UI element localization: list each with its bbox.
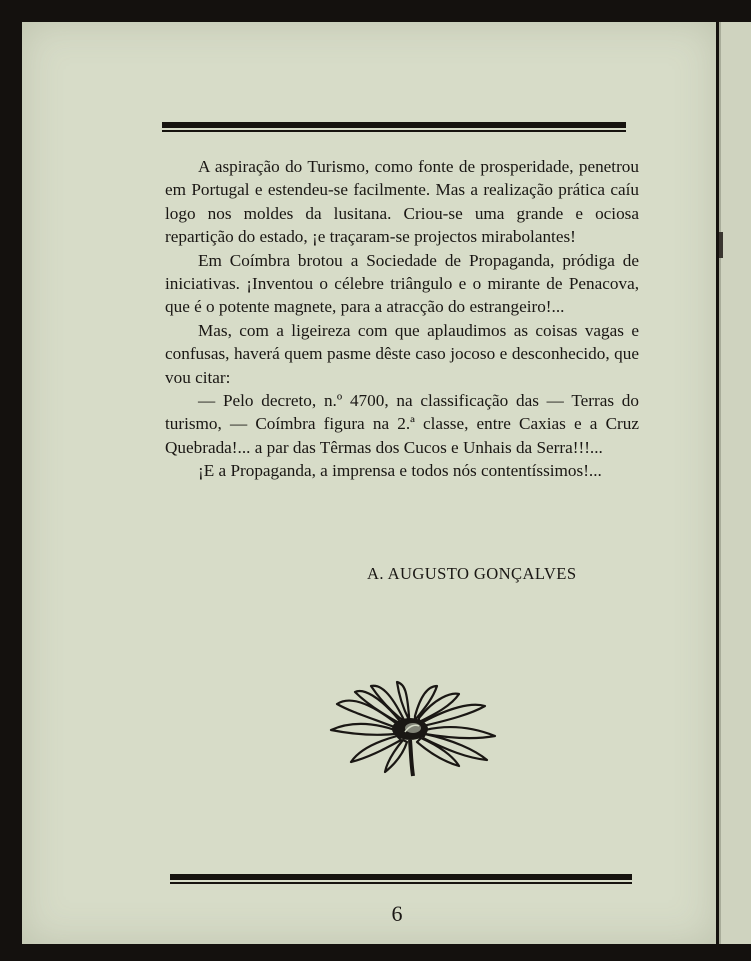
paragraph-2: Em Coímbra brotou a Sociedade de Propaganda, pródiga de iniciativas. ¡Inventou o célebre triângulo e o mirante de Penacova, que é o potente magnete, para a atracção do estrangeiro!...: [165, 250, 639, 317]
daisy-flower-icon: [309, 662, 509, 777]
paragraph-3: Mas, com a ligeireza com que aplaudimos as coisas vagas e confusas, haverá quem pasme dêste caso jocoso e desconhecido, que vou citar:: [165, 320, 639, 387]
top-double-rule: [162, 122, 626, 132]
page: [22, 22, 716, 944]
page-number: 6: [391, 901, 403, 926]
paragraph-4: — Pelo decreto, n.º 4700, na classificação das — Terras do turismo, — Coímbra figura na 2.ª classe, entre Caxias e a Cruz Quebrada!... a par das Têrmas dos Cucos e Unhais da Serra!!!...: [165, 391, 639, 457]
article-text: [165, 155, 639, 483]
author-signature: A. AUGUSTO GONÇALVES: [367, 564, 577, 583]
bottom-double-rule: [170, 874, 632, 884]
paragraph-1: A aspiração do Turismo, como fonte de prosperidade, penetrou em Portugal e estendeu-se facilmente. Mas a realização prática caíu logo nos moldes da lusitana. Criou-se uma grande e ociosa repartição do estado, ¡e traçaram-se projectos mirabolantes!: [165, 157, 639, 247]
paragraph-5: ¡E a Propaganda, a imprensa e todos nós contentíssimos!...: [198, 461, 602, 481]
adjacent-page-edge: [719, 22, 751, 944]
